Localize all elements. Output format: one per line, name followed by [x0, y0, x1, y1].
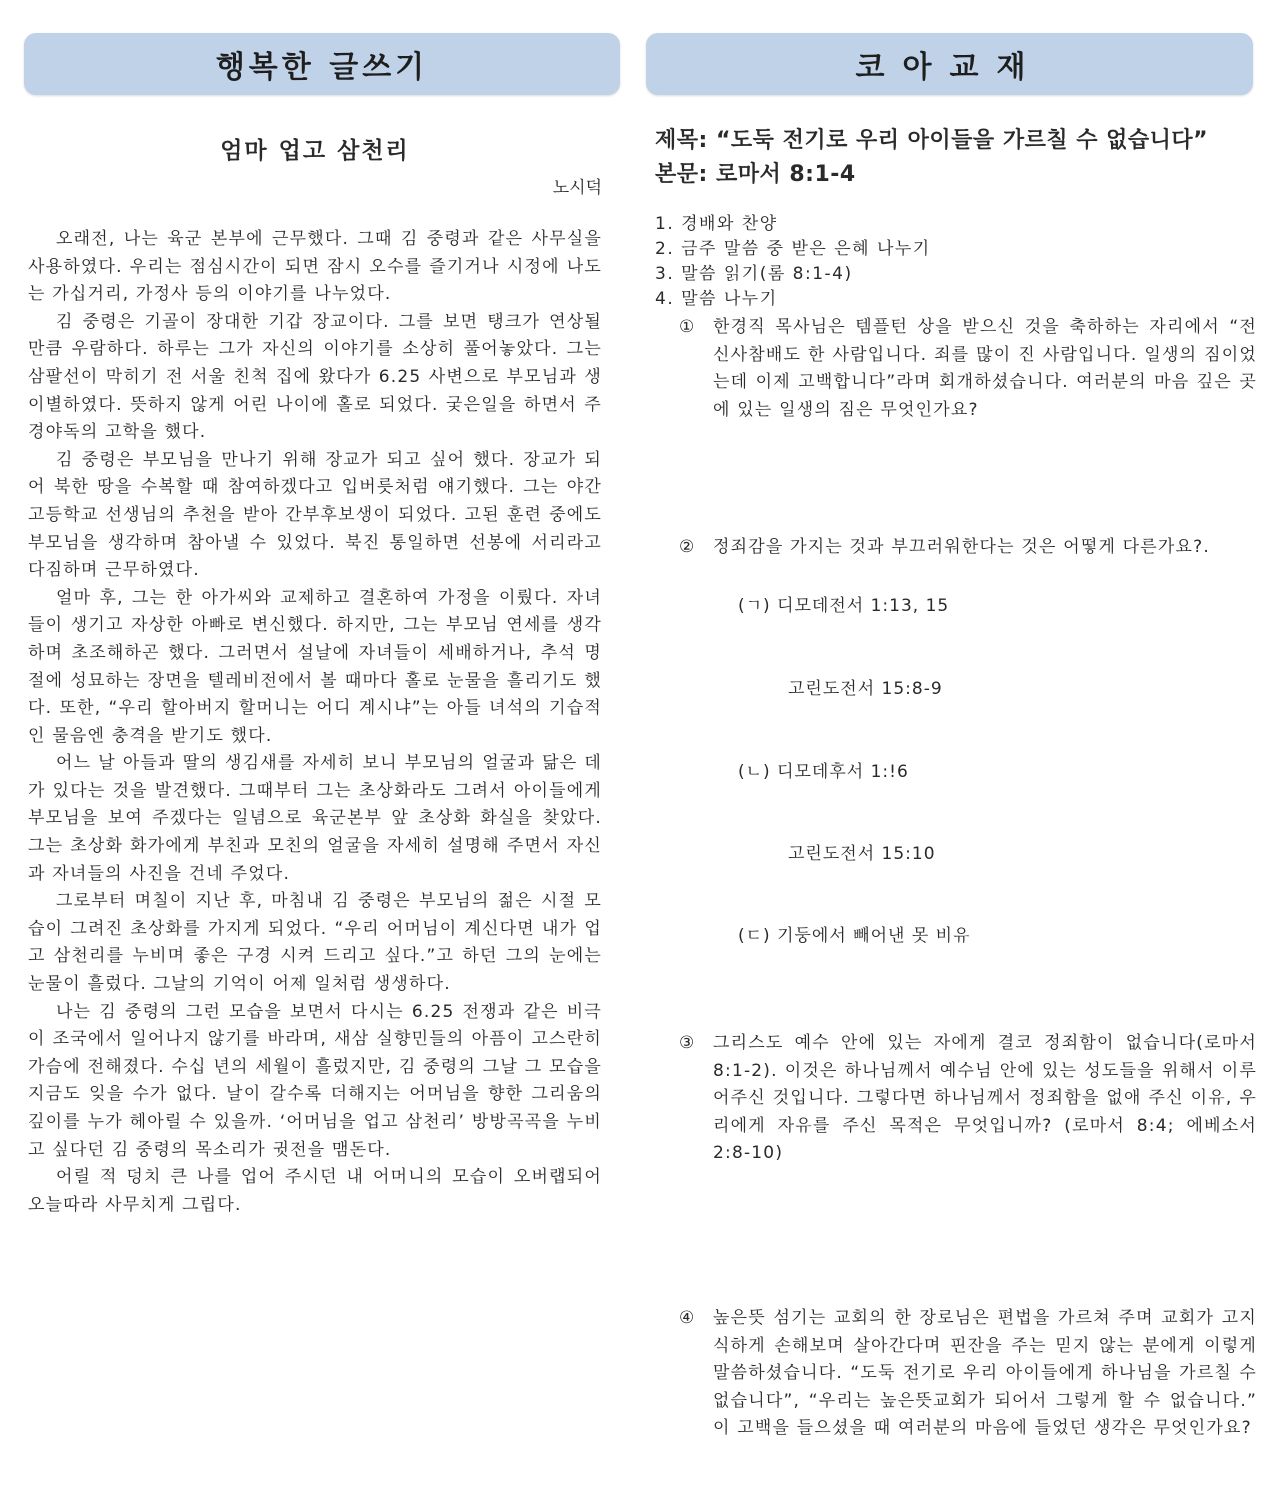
essay-paragraph: 김 중령은 부모님을 만나기 위해 장교가 되고 싶어 했다. 장교가 되어 북한 땅을 수복할 때 참여하겠다고 입버릇처럼 얘기했다. 그는 야간 고등학교 선생님의 추천을 받아 간부후보생이 되었다. 고된 훈련 중에도 부모님을 생각하며 참아낼 수 있었다. 북진 통일하면 선봉에 서리라고 다짐하며 근무하였다. [28, 449, 602, 581]
discussion-question-2 [679, 534, 1257, 562]
scripture-ref-c: (ㄷ) 기둥에서 빼어낸 못 비유 [738, 926, 971, 946]
agenda-item: 1. 경배와 찬양 [655, 214, 778, 234]
discussion-question-1 [679, 314, 1257, 424]
agenda-item: 3. 말씀 읽기(롬 8:1-4) [655, 264, 853, 284]
question-text: 높은뜻 섬기는 교회의 한 장로님은 편법을 가르쳐 주며 교회가 고지식하게 손해보며 살아간다며 핀잔을 주는 믿지 않는 분에게 이렇게 말씀하셨습니다. “도둑 전기로 우리 아이들에게 하나님을 가르칠 수 없습니다”, “우리는 높은뜻교회가 되어서 그렇게 할 수 없습니다.” 이 고백을 들으셨을 때 여러분의 마음에 들었던 생각은 무엇인가요? [713, 1308, 1257, 1438]
essay-title: 엄마 업고 삼천리 [220, 138, 410, 164]
question-number: ④ [679, 1308, 696, 1328]
question-number: ② [679, 537, 696, 557]
essay-body [28, 226, 602, 1219]
right-column-banner: 코아교재 [646, 33, 1253, 95]
left-column-banner: 행복한 글쓰기 [24, 33, 620, 95]
question-text: 그리스도 예수 안에 있는 자에게 결코 정죄함이 없습니다(로마서 8:1-2). 이것은 하나님께서 예수님 안에 있는 성도들을 위해서 이루어주신 것입니다. 그렇다면 하나님께서 정죄함을 없애 주신 이유, 우리에게 자유를 주신 목적은 무엇입니까? (로마서 8:4; 에베소서 2:8-10) [713, 1033, 1257, 1163]
essay-author: 노시덕 [552, 178, 602, 198]
question-number: ① [679, 317, 696, 337]
lesson-title: 제목: “도둑 전기로 우리 아이들을 가르칠 수 없습니다” [655, 128, 1209, 153]
essay-paragraph: 그로부터 며칠이 지난 후, 마침내 김 중령은 부모님의 젊은 시절 모습이 그려진 초상화를 가지게 되었다. “우리 어머님이 계신다면 내가 업고 삼천리를 누비며 좋은 구경 시켜 드리고 싶다.”고 하던 그의 눈에는 눈물이 흘렀다. 그날의 기억이 어제 일처럼 생생하다. [28, 891, 602, 995]
discussion-question-4 [679, 1305, 1257, 1443]
question-text: 한경직 목사님은 템플턴 상을 받으신 것을 축하하는 자리에서 “전 신사참배도 한 사람입니다. 죄를 많이 진 사람입니다. 일생의 짐이었는데 이제 고백합니다”라며 회개하셨습니다. 여러분의 마음 깊은 곳에 있는 일생의 짐은 무엇인가요? [713, 317, 1257, 420]
essay-paragraph: 나는 김 중령의 그런 모습을 보면서 다시는 6.25 전쟁과 같은 비극이 조국에서 일어나지 않기를 바라며, 새삼 실향민들의 아픔이 고스란히 가슴에 전해졌다. 수십 년의 세월이 흘렀지만, 김 중령의 그날 그 모습을 지금도 잊을 수가 없다. 날이 갈수록 더해지는 어머님을 향한 그리움의 깊이를 누가 헤아릴 수 있을까. ‘어머님을 업고 삼천리’ 방방곡곡을 누비고 싶다던 김 중령의 목소리가 귓전을 맴돈다. [28, 1001, 602, 1160]
discussion-question-3 [679, 1030, 1257, 1168]
agenda-item: 2. 금주 말씀 중 받은 은혜 나누기 [655, 239, 931, 259]
essay-paragraph: 어느 날 아들과 딸의 생김새를 자세히 보니 부모님의 얼굴과 닮은 데가 있다는 것을 발견했다. 그때부터 그는 초상화라도 그려서 아이들에게 부모님을 보여 주겠다는 일념으로 육군본부 앞 초상화 화실을 찾았다. 그는 초상화 화가에게 부친과 모친의 얼굴을 자세히 설명해 주면서 자신과 자녀들의 사진을 건네 주었다. [28, 753, 602, 884]
essay-paragraph: 어릴 적 덩치 큰 나를 업어 주시던 내 어머니의 모습이 오버랩되어 오늘따라 사무치게 그립다. [28, 1167, 602, 1215]
lesson-column [655, 124, 1257, 312]
agenda-item: 4. 말씀 나누기 [655, 289, 778, 309]
essay-column [28, 128, 602, 1219]
agenda-list [655, 212, 1257, 312]
essay-paragraph: 오래전, 나는 육군 본부에 근무했다. 그때 김 중령과 같은 사무실을 사용하였다. 우리는 점심시간이 되면 잠시 오수를 즐기거나 시정에 나도는 가십거리, 가정사 등의 이야기를 나누었다. [28, 229, 602, 305]
scripture-ref-a1: (ㄱ) 디모데전서 1:13, 15 [738, 596, 950, 616]
essay-paragraph: 얼마 후, 그는 한 아가씨와 교제하고 결혼하여 가정을 이뤘다. 자녀들이 생기고 자상한 아빠로 변신했다. 하지만, 그는 부모님 연세를 생각하며 초조해하곤 했다. 그러면서 설날에 자녀들이 세배하거나, 추석 명절에 성묘하는 장면을 텔레비전에서 볼 때마다 홀로 눈물을 흘리기도 했다. 또한, “우리 할아버지 할머니는 어디 계시냐”는 아들 녀석의 기습적인 물음엔 충격을 받기도 했다. [28, 587, 602, 746]
question-number: ③ [679, 1033, 696, 1053]
question-text: 정죄감을 가지는 것과 부끄러워한다는 것은 어떻게 다른가요?. [713, 537, 1210, 557]
scripture-ref-b2: 고린도전서 15:10 [788, 844, 936, 864]
scripture-ref-a2: 고린도전서 15:8-9 [788, 679, 943, 699]
lesson-scripture: 본문: 로마서 8:1-4 [655, 162, 856, 187]
scripture-ref-b1: (ㄴ) 디모데후서 1:!6 [738, 762, 909, 782]
essay-paragraph: 김 중령은 기골이 장대한 기갑 장교이다. 그를 보면 탱크가 연상될 만큼 우람하다. 하루는 그가 자신의 이야기를 소상히 풀어놓았다. 그는 삼팔선이 막히기 전 서울 친척 집에 왔다가 6.25 사변으로 부모님과 생이별하였다. 뜻하지 않게 어린 나이에 홀로 되었다. 궂은일을 하면서 주경야독의 고학을 했다. [28, 311, 602, 443]
